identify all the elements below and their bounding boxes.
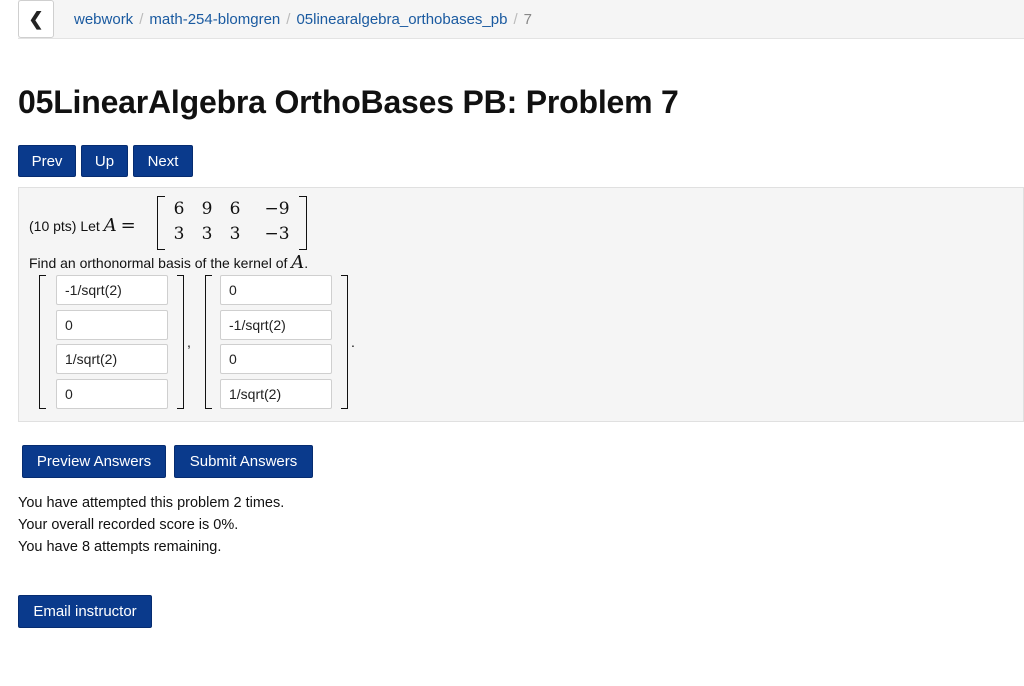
question-period: . — [304, 255, 309, 271]
answer-input-1-4[interactable]: 0 — [56, 379, 168, 409]
breadcrumb-bar — [18, 0, 1024, 39]
answer-input-1-1[interactable]: -1/sqrt(2) — [56, 275, 168, 305]
matrix-cell: 3 — [201, 224, 213, 244]
attempts-status: You have attempted this problem 2 times. — [18, 495, 285, 511]
matrix-left-bracket — [157, 196, 165, 250]
answer-input-2-4[interactable]: 1/sqrt(2) — [220, 379, 332, 409]
breadcrumb-current: 7 — [523, 11, 532, 28]
matrix-cell: 9 — [201, 199, 213, 219]
answer-input-2-2[interactable]: -1/sqrt(2) — [220, 310, 332, 340]
breadcrumb-separator: / — [139, 11, 144, 28]
points-prefix: (10 pts) Let — [29, 218, 100, 234]
chevron-left-icon: ❮ — [28, 8, 44, 29]
remaining-status: You have 8 attempts remaining. — [18, 539, 222, 555]
question-label: Find an orthonormal basis of the kernel of — [29, 255, 288, 271]
breadcrumb-set-link[interactable]: 05linearalgebra_orthobases_pb — [296, 11, 508, 28]
matrix-cell: 6 — [173, 199, 185, 219]
answer-input-2-1[interactable]: 0 — [220, 275, 332, 305]
matrix-right-bracket — [299, 196, 307, 250]
score-status: Your overall recorded score is 0%. — [18, 517, 239, 533]
matrix-a — [157, 196, 307, 248]
breadcrumb — [74, 11, 532, 28]
matrix-cell: 6 — [229, 199, 241, 219]
matrix-cell: −9 — [264, 199, 290, 219]
prev-button[interactable]: Prev — [18, 145, 76, 177]
problem-statement — [29, 215, 136, 236]
back-button[interactable] — [18, 0, 54, 38]
answer-input-2-3[interactable]: 0 — [220, 344, 332, 374]
answer-input-1-2[interactable]: 0 — [56, 310, 168, 340]
question-text — [29, 252, 308, 273]
vector1-left-bracket — [39, 275, 46, 409]
vector-comma: , — [187, 334, 191, 350]
breadcrumb-separator: / — [513, 11, 518, 28]
answer-input-1-3[interactable]: 1/sqrt(2) — [56, 344, 168, 374]
up-button[interactable]: Up — [81, 145, 128, 177]
preview-answers-button[interactable]: Preview Answers — [22, 445, 166, 478]
submit-answers-button[interactable]: Submit Answers — [174, 445, 313, 478]
breadcrumb-webwork-link[interactable]: webwork — [74, 11, 134, 28]
vector-period: . — [351, 334, 355, 350]
vector2-right-bracket — [341, 275, 348, 409]
matrix-cell: 3 — [229, 224, 241, 244]
matrix-symbol: A — [103, 215, 117, 236]
email-instructor-button[interactable]: Email instructor — [18, 595, 152, 628]
page-title: 05LinearAlgebra OrthoBases PB: Problem 7 — [18, 84, 679, 120]
matrix-cell: −3 — [264, 224, 290, 244]
matrix-cell: 3 — [173, 224, 185, 244]
equals-sign: = — [120, 215, 136, 236]
breadcrumb-separator: / — [286, 11, 291, 28]
breadcrumb-course-link[interactable]: math-254-blomgren — [149, 11, 281, 28]
problem-panel — [18, 187, 1024, 422]
next-button[interactable]: Next — [133, 145, 193, 177]
vector2-left-bracket — [205, 275, 212, 409]
question-symbol: A — [291, 252, 305, 273]
vector1-right-bracket — [177, 275, 184, 409]
